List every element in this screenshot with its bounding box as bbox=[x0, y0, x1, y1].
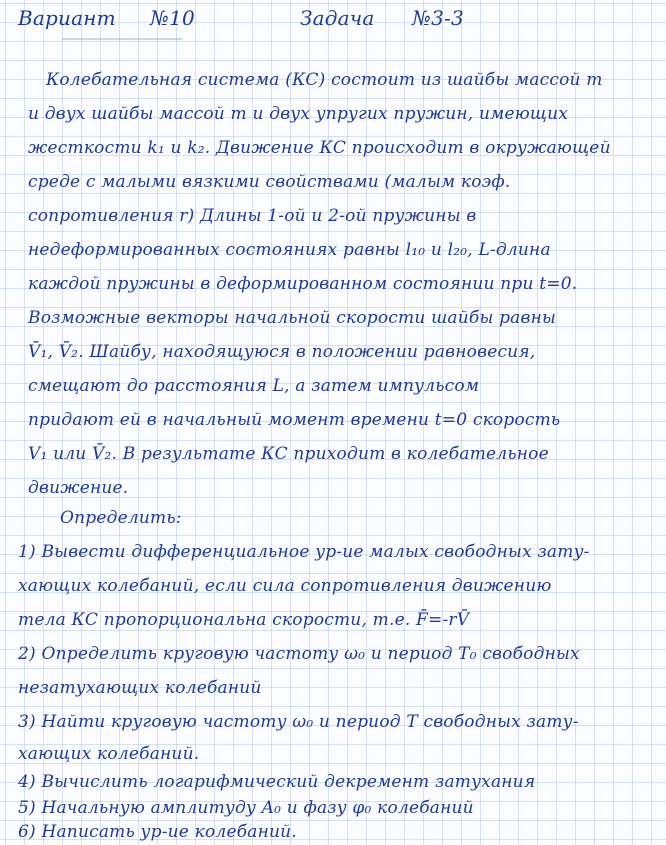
paragraph-line: среде с малыми вязкими свойствами (малым коэф. bbox=[28, 172, 511, 192]
paragraph-line: Возможные векторы начальной скорости шайбы равны bbox=[28, 308, 557, 328]
task-line: 1) Вывести дифференциальное ур-ие малых свободных зату- bbox=[18, 542, 590, 562]
paragraph-line: Колебательная система (КС) состоит из шайбы массой m bbox=[46, 70, 603, 90]
paragraph-line: V̄₁, V̄₂. Шайбу, находящуюся в положении равновесия, bbox=[28, 342, 536, 362]
variant-number: №10 bbox=[150, 6, 195, 30]
task-line: 2) Определить круговую частоту ω₀ и период T₀ свободных bbox=[18, 644, 580, 664]
paragraph-line: и двух шайбы массой m и двух упругих пружин, имеющих bbox=[28, 104, 569, 124]
task-line: 6) Написать ур-ие колебаний. bbox=[18, 822, 297, 842]
paragraph-line: сопротивления r) Длины 1-ой и 2-ой пружины в bbox=[28, 206, 477, 226]
task-line: 4) Вычислить логарифмический декремент затухания bbox=[18, 772, 536, 792]
task-line: 5) Начальную амплитуду A₀ и фазу φ₀ колебаний bbox=[18, 798, 474, 818]
paragraph-line: каждой пружины в деформированном состоянии при t=0. bbox=[28, 274, 578, 294]
determine-heading: Определить: bbox=[60, 508, 182, 528]
task-label: Задача bbox=[300, 6, 375, 30]
faded-rule bbox=[62, 38, 182, 40]
task-line: хающих колебаний, если сила сопротивления движению bbox=[18, 576, 552, 596]
variant-label: Вариант bbox=[18, 6, 116, 30]
paragraph-line: жесткости k₁ и k₂. Движение КС происходит в окружающей bbox=[28, 138, 611, 158]
paragraph-line: недеформированных состояниях равны l₁₀ и l₂₀, L-длина bbox=[28, 240, 551, 260]
task-number: №3-3 bbox=[412, 6, 464, 30]
task-line: 3) Найти круговую частоту ω₀ и период T свободных зату- bbox=[18, 712, 579, 732]
task-line: тела КС пропорциональна скорости, т.е. F̄=-rV̄ bbox=[18, 610, 470, 630]
paragraph-line: смещают до расстояния L, а затем импульсом bbox=[28, 376, 480, 396]
task-line: незатухающих колебаний bbox=[18, 678, 262, 698]
task-line: хающих колебаний. bbox=[18, 744, 200, 764]
paragraph-line: V₁ или V̄₂. В результате КС приходит в колебательное bbox=[28, 444, 549, 464]
paragraph-line: движение. bbox=[28, 478, 129, 498]
paragraph-line: придают ей в начальный момент времени t=0 скорость bbox=[28, 410, 561, 430]
